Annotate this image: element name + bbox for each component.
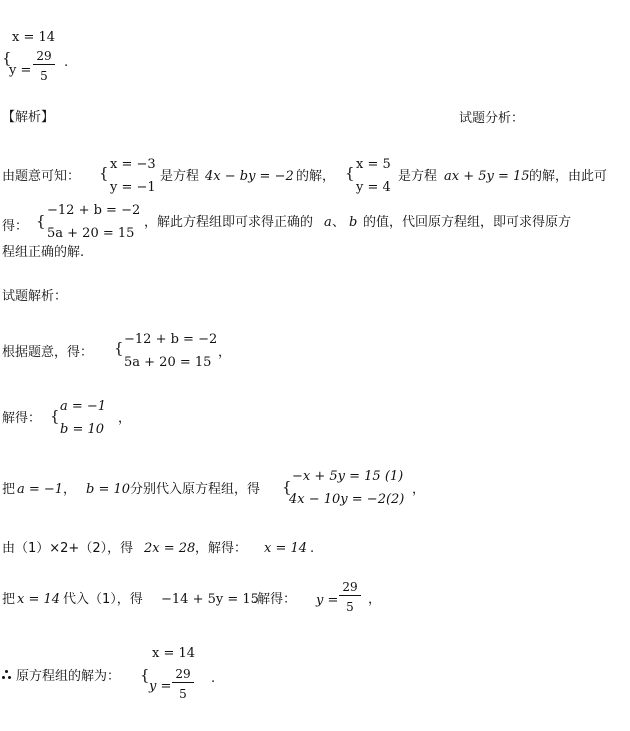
step1-top: −12 + b = −2 (124, 332, 218, 347)
step1-brace: { (114, 339, 124, 357)
analysis-text-b: 的解， (296, 169, 336, 184)
analysis-text-e: ，解此方程组即可求得正确的 (144, 215, 314, 230)
variable-b: b (349, 215, 358, 230)
step6-fraction-bar (172, 682, 194, 683)
step5-y-denominator: 5 (346, 600, 354, 614)
analysis-text-c: 是方程 (398, 169, 438, 184)
step5-y-prefix: y = (316, 593, 339, 608)
step6-y-denominator: 5 (179, 687, 187, 701)
step3-eq2: b = 10 (86, 482, 131, 497)
step3-mid2: 分别代入原方程组，得 (130, 482, 261, 497)
analysis-line3: 程组正确的解. (2, 245, 85, 260)
step5-y-numerator: 29 (342, 580, 358, 594)
step6-end: . (211, 671, 216, 686)
analysis-line1-prefix: 由题意可知： (2, 169, 81, 184)
step1-bottom: 5a + 20 = 15 (124, 355, 212, 370)
step3-bottom: 4x − 10y = −2(2) (289, 492, 405, 507)
top-solution-x: x = 14 (12, 30, 56, 45)
top-solution-y-denominator: 5 (40, 69, 48, 83)
step5-end: ， (368, 592, 382, 607)
step5-eq: x = 14 (17, 592, 61, 607)
step3-end: ， (412, 482, 426, 497)
step6-top: x = 14 (152, 646, 196, 661)
step3-prefix: 把 (2, 482, 16, 497)
system3-top: −12 + b = −2 (47, 203, 141, 218)
top-solution-y-numerator: 29 (36, 49, 52, 63)
step3-eq1: a = −1 (17, 482, 64, 497)
system2-top: x = 5 (356, 157, 391, 172)
system3-bottom: 5a + 20 = 15 (47, 226, 135, 241)
step2-brace: { (50, 407, 60, 425)
step5-mid2: .解得： (253, 592, 297, 607)
analysis-line2-prefix: 得： (2, 219, 29, 234)
step3-mid1: ， (63, 482, 77, 497)
analysis-text-d: 的解，由此可 (529, 169, 608, 184)
step4-end: . (310, 541, 315, 556)
step2-end: ， (118, 411, 132, 426)
system3-brace: { (36, 212, 46, 230)
equation-a: 4x − by = −2 (205, 169, 294, 184)
fenxi-heading: 试题分析： (459, 111, 525, 126)
therefore-dot-left (2, 676, 5, 679)
top-solution-fraction-bar (33, 64, 55, 65)
system1-brace: { (99, 164, 109, 182)
step6-y-numerator: 29 (175, 667, 191, 681)
step3-top: −x + 5y = 15 (1) (292, 469, 404, 484)
system1-top: x = −3 (110, 157, 156, 172)
top-solution-brace: { (2, 49, 12, 67)
system1-bottom: y = −1 (110, 180, 156, 195)
top-solution-period: . (64, 55, 69, 70)
therefore-dot-top (5, 670, 8, 673)
step4-prefix: 由（1）×2+（2），得 (2, 541, 134, 556)
solution-heading: 试题解析： (2, 289, 68, 304)
step4-mid: ，解得： (195, 541, 248, 556)
analysis-text-f: 、 (332, 215, 346, 230)
variable-a: a (324, 215, 332, 230)
step6-prefix: 原方程组的解为： (16, 669, 121, 684)
equation-b: ax + 5y = 15 (444, 169, 530, 184)
step5-prefix: 把 (2, 592, 16, 607)
analysis-text-a: 是方程 (160, 169, 200, 184)
step2-prefix: 解得： (2, 411, 42, 426)
jiexi-heading: 【解析】 (2, 110, 55, 125)
therefore-dot-right (8, 676, 11, 679)
step5-eq2: −14 + 5y = 15 (161, 592, 259, 607)
system2-brace: { (345, 164, 355, 182)
step1-prefix: 根据题意，得： (2, 345, 94, 360)
step6-y-prefix: y = (149, 679, 172, 694)
analysis-text-g: 的值，代回原方程组，即可求得原方 (363, 215, 572, 230)
step6-brace: { (140, 666, 150, 684)
step2-bottom: b = 10 (60, 422, 105, 437)
system2-bottom: y = 4 (356, 180, 391, 195)
step5-mid1: 代入（1），得 (63, 592, 143, 607)
step1-end: ， (218, 345, 232, 360)
step4-result: x = 14 (264, 541, 308, 556)
top-solution-y-prefix: y = (9, 63, 32, 78)
step4-eq: 2x = 28 (144, 541, 196, 556)
step3-brace: { (282, 478, 292, 496)
step5-fraction-bar (339, 595, 361, 596)
step2-top: a = −1 (60, 399, 107, 414)
